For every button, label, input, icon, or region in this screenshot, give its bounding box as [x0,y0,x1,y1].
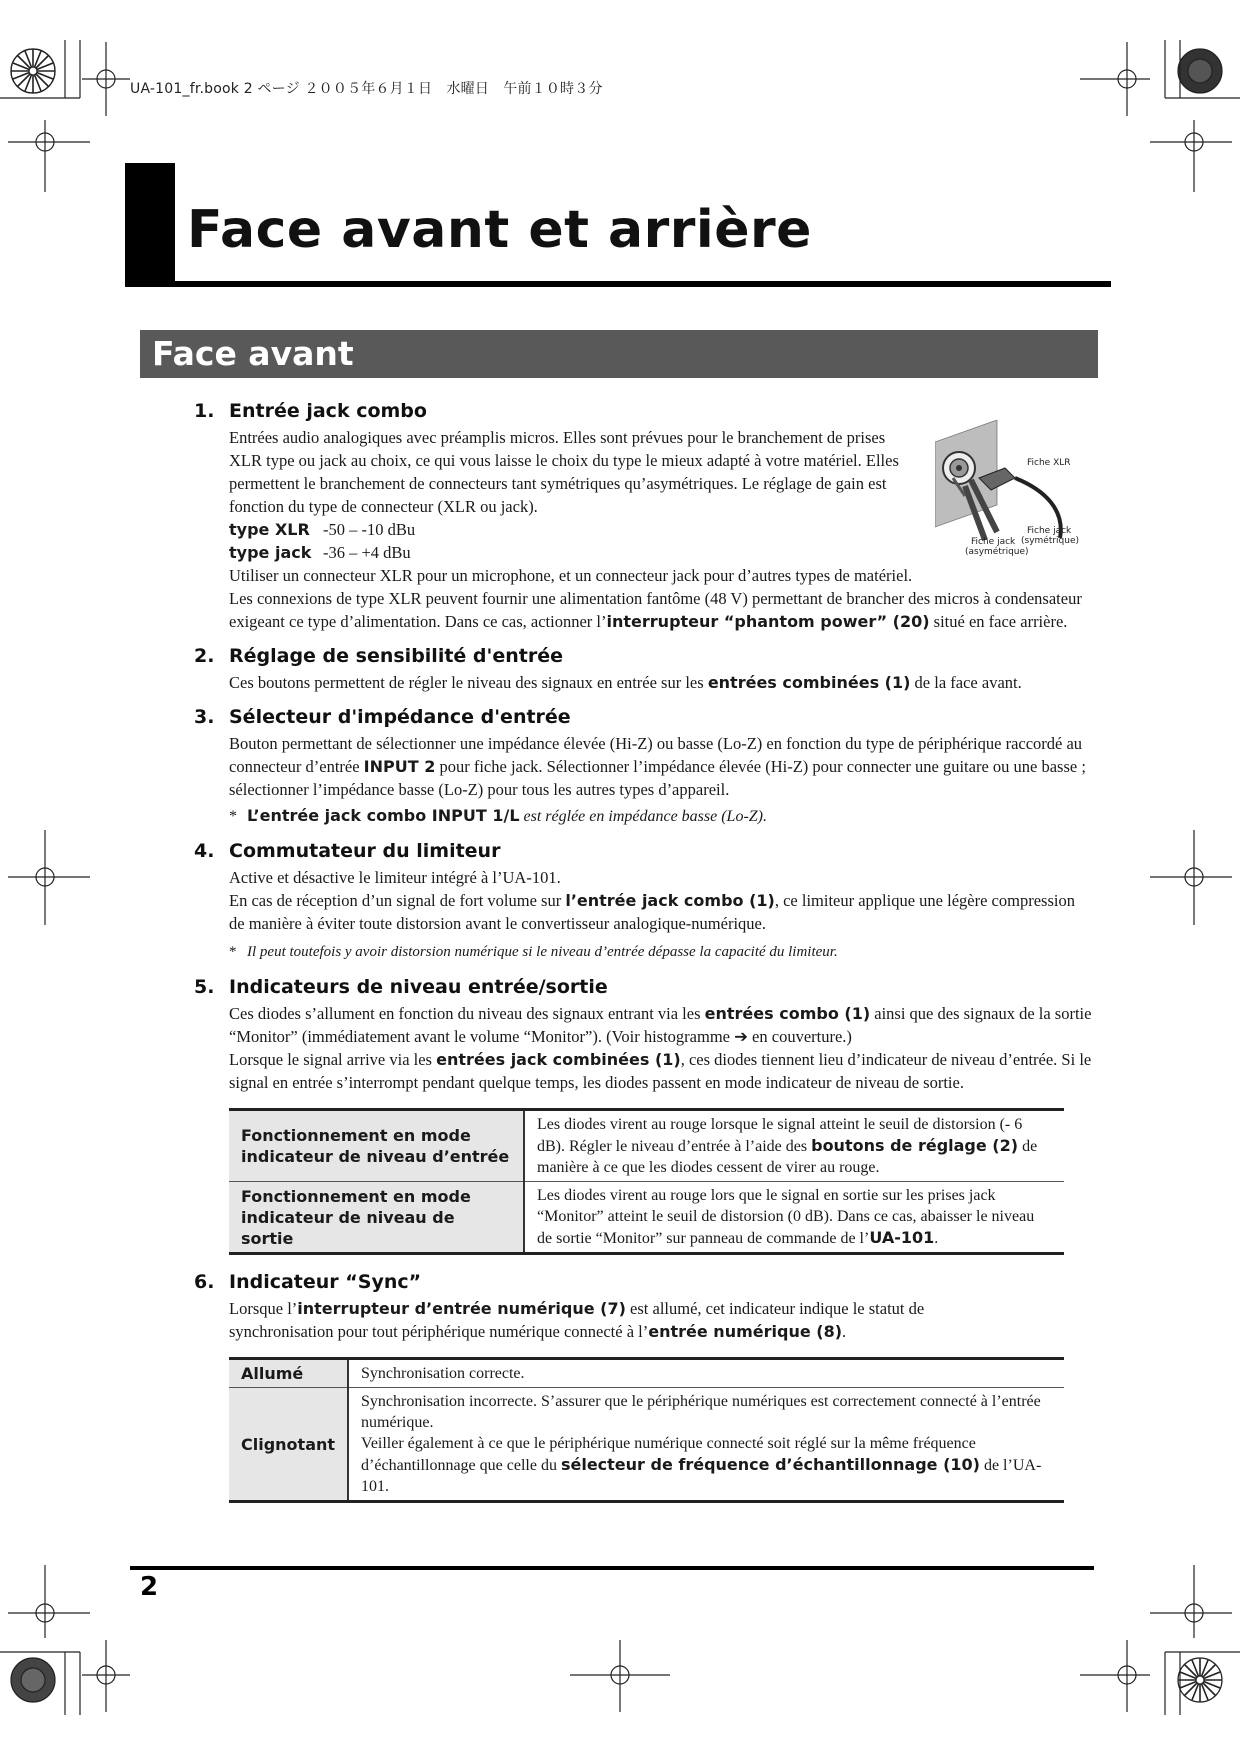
item-number: 6. [194,1271,215,1293]
item-title: Sélecteur d'impédance d'entrée [229,706,571,728]
bold-ref: entrée numérique (8) [648,1322,843,1341]
chapter-marker-bar [125,163,175,285]
paragraph: Lorsque l’interrupteur d’entrée numérique (7) est allumé, cet indicateur indique le statut de synchronisation pour tout périphérique numérique connecté à l’entrée numérique (8). [229,1299,925,1341]
page-number: 2 [140,1572,159,1602]
item-title: Indicateur “Sync” [229,1271,422,1293]
registration-disc-icon [11,1658,55,1702]
crosshair-icon [8,1565,90,1638]
bold-ref: entrées combinées (1) [707,673,911,692]
bold-ref: sélecteur de fréquence d’échantillonnage (10) [560,1455,980,1474]
table-label: Fonctionnement en mode indicateur de niveau de sortie [229,1182,524,1254]
bold-ref: interrupteur “phantom power” (20) [606,612,930,631]
paragraph: Ces diodes s’allument en fonction du niveau des signaux entrant via les entrées combo (1) ainsi que des signaux de la sortie “Monitor” (immédiatement avant le volume “Monitor”). (Voir histogramme ➔ en couverture.) [229,1004,1092,1046]
crosshair-icon [1150,1565,1232,1638]
spec-row [229,518,1094,541]
chapter-rule [125,281,1111,287]
paragraph: Les connexions de type XLR peuvent fournir une alimentation fantôme (48 V) permettant de brancher des micros à condensateur exigeant ce type d’alimentation. Dans ce cas, actionner l’interrupteur “phantom power” (20) situé en face arrière. [229,589,1082,631]
table-row [229,1182,1064,1254]
table-label: Fonctionnement en mode indicateur de niveau d’entrée [229,1110,524,1182]
item-number: 4. [194,840,215,862]
bold-ref: l’entrée jack combo (1) [565,891,775,910]
sync-status-table [229,1357,1064,1503]
paragraph: Lorsque le signal arrive via les entrées jack combinées (1), ces diodes tiennent lieu d’indicateur de niveau d’entrée. Si le signal en entrée s’interrompt pendant quelque temps, les diodes passent en mode indicateur de niveau de sortie. [229,1050,1092,1092]
table-cell: Les diodes virent au rouge lors que le signal en sortie sur les prises jack “Monitor” atteint le seuil de distorsion (0 dB). Dans ce cas, abaisser le niveau de sortie “Monitor” sur panneau de commande de l’UA-101. [524,1182,1064,1254]
spec-value: -50 – -10 dBu [323,520,416,539]
figure-label-jack-asym-type: (asymétrique) [965,547,1029,557]
spec-row [229,541,1094,564]
crosshair-icon [1150,830,1232,925]
table-row [229,1110,1064,1182]
spec-value: -36 – +4 dBu [323,543,411,562]
registration-disc-icon [1178,49,1222,93]
item-title: Commutateur du limiteur [229,840,501,862]
spec-key: type jack [229,543,312,562]
item-heading [194,840,1094,862]
paragraph: Bouton permettant de sélectionner une impédance élevée (Hi-Z) ou basse (Lo-Z) en fonction du type de périphérique raccordé au connecteur d’entrée INPUT 2 pour fiche jack. Sélectionner l’impédance élevée (Hi-Z) pour connecter une guitare ou une basse ; sélectionner l’impédance basse (Lo-Z) pour tous les autres types d’appareil. [229,734,1086,799]
note: * Il peut toutefois y avoir distorsion numérique si le niveau d’entrée dépasse la capacité du limiteur. [229,944,838,960]
item-combo-input [194,400,1094,633]
item-number: 1. [194,400,215,422]
item-sync-indicator [194,1271,1094,1503]
crosshair-icon [1080,1640,1150,1712]
item-number: 3. [194,706,215,728]
figure-label-jack-asym: Fiche jack [971,537,1016,547]
paragraph: Active et désactive le limiteur intégré à l’UA-101. [229,868,561,887]
registration-wheel-icon [11,49,55,93]
paragraph: Entrées audio analogiques avec préamplis micros. Elles sont prévues pour le branchement de prises XLR type ou jack au choix, ce qui vous laisse le choix du type le mieux adapté à votre matériel. Elles permettent le branchement de connecteurs tant symétriques qu’asymétriques. Le réglage de gain est fonction du type de connecteur (XLR ou jack). [229,428,899,516]
item-title: Indicateurs de niveau entrée/sortie [229,976,608,998]
crosshair-icon [82,1640,130,1712]
paragraph: Ces boutons permettent de régler le niveau des signaux en entrée sur les entrées combinées (1) de la face avant. [229,673,1022,692]
crosshair-icon [1150,120,1232,192]
note: * L’entrée jack combo INPUT 1/L est réglée en impédance basse (Lo-Z). [229,806,768,825]
bold-ref: L’entrée jack combo INPUT 1/L [247,806,520,825]
crosshair-icon [570,1640,670,1712]
crosshair-icon [1080,42,1150,116]
table-row [229,1359,1064,1388]
figure-label-jack-sym-type: (symétrique) [1021,536,1080,546]
item-number: 5. [194,976,215,998]
figure-label-jack-sym: Fiche jack [1027,526,1072,536]
paragraph: Utiliser un connecteur XLR pour un microphone, et un connecteur jack pour d’autres types de matériel. [229,566,913,585]
registration-wheel-icon [1178,1658,1222,1702]
item-heading [194,1271,1094,1293]
bold-ref: entrées combo (1) [704,1004,871,1023]
bold-ref: UA-101 [869,1228,935,1247]
item-heading [194,645,1094,667]
crosshair-icon [82,42,130,116]
table-label: Allumé [229,1359,348,1388]
paragraph: En cas de réception d’un signal de fort volume sur l’entrée jack combo (1), ce limiteur applique une légère compression de manière à éviter toute distorsion avant le convertisseur analogique-numérique. [229,891,1075,933]
table-label: Clignotant [229,1388,348,1502]
table-cell: Synchronisation correcte. [348,1359,1064,1388]
level-mode-table [229,1108,1064,1255]
item-heading [194,400,1094,422]
bold-ref: INPUT 2 [363,757,436,776]
table-cell: Les diodes virent au rouge lorsque le signal atteint le seuil de distorsion (- 6 dB). Régler le niveau d’entrée à l’aide des boutons de réglage (2) de manière à ce que les diodes cessent de virer au rouge. [524,1110,1064,1182]
footer-rule [130,1566,1094,1570]
bold-ref: entrées jack combinées (1) [436,1050,681,1069]
chapter-title: Face avant et arrière [187,200,812,260]
item-number: 2. [194,645,215,667]
bold-ref: boutons de réglage (2) [811,1136,1019,1155]
item-heading [194,706,1094,728]
item-impedance-selector [194,706,1094,828]
item-input-sensitivity [194,645,1094,694]
spec-key: type XLR [229,520,310,539]
item-heading [194,976,1094,998]
item-level-indicators [194,976,1094,1255]
crosshair-icon [8,830,90,925]
table-cell: Synchronisation incorrecte. S’assurer que le périphérique numériques est correctement connecté à l’entrée numérique. Veiller également à ce que le périphérique numérique connecté soit réglé sur la même fréquence d’échantillonnage que celle du sélecteur de fréquence d’échantillonnage (10) de l’UA-101. [348,1388,1064,1502]
main-content [194,400,1094,1503]
table-row [229,1388,1064,1502]
bold-ref: interrupteur d’entrée numérique (7) [297,1299,626,1318]
item-title: Entrée jack combo [229,400,427,422]
section-title: Face avant [152,334,354,373]
figure-label-xlr: Fiche XLR [1027,458,1071,468]
crosshair-icon [8,120,90,192]
item-limiter-switch [194,840,1094,964]
item-title: Réglage de sensibilité d'entrée [229,645,563,667]
file-meta-header: UA-101_fr.book 2 ページ ２００５年６月１日 水曜日 午前１０時３分 [130,81,603,97]
